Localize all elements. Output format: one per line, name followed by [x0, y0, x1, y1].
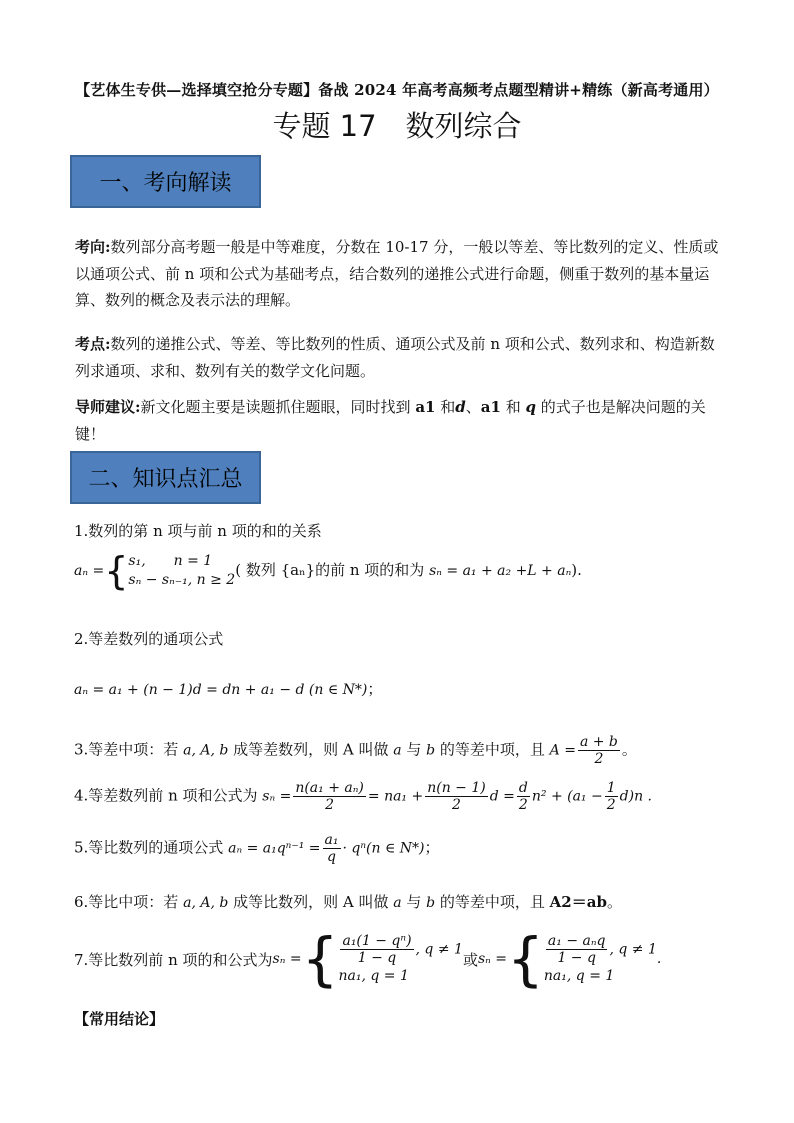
item-7-lhs: sₙ = [272, 951, 302, 967]
item-1-lhs: aₙ = [74, 563, 105, 579]
advice-text-b: 的式子也是解决问题的关键！ [75, 398, 706, 443]
item-6-text-c: 与 [401, 893, 427, 911]
item-6-math-1: a, A, b [183, 895, 229, 911]
item-5-fraction [323, 832, 341, 865]
item-4-f4-denominator: 2 [606, 797, 616, 813]
item-7-c1-numerator: a₁(1 − qⁿ) [342, 932, 412, 949]
item-5-text: 5.等比数列的通项公式 [74, 838, 229, 857]
item-6-bold: A2＝ab [549, 893, 607, 911]
item-7-cases-2 [544, 933, 657, 986]
item-4-line [74, 780, 652, 813]
advice-and-2: 和 [500, 398, 526, 416]
item-4-f3-denominator: 2 [518, 797, 528, 813]
item-3-denominator: 2 [594, 751, 604, 767]
item-4-f1-denominator: 2 [325, 797, 335, 813]
item-1-sum-formula: sₙ = a₁ + a₂ +L + aₙ [429, 563, 572, 579]
page-header: 【艺体生专供—选择填空抢分专题】备战 2024 年高考高频考点题型精讲+精练（新高考通用） [75, 81, 719, 99]
kaoxiang-label: 考向: [75, 238, 111, 256]
item-3-end: 。 [621, 740, 637, 759]
section-heading-2-label: 二、知识点汇总 [88, 467, 243, 492]
item-1-end: ). [571, 561, 582, 579]
advice-d: d [455, 398, 466, 416]
item-7-d-case-2: na₁, q = 1 [543, 967, 615, 984]
item-1-case-2: sₙ − sₙ₋₁, n ≥ 2 [128, 572, 236, 588]
item-4-fraction-4 [605, 780, 618, 813]
item-7-lhs-2: sₙ = [477, 951, 507, 967]
item-7-d1-condition: , q ≠ 1 [609, 941, 657, 957]
item-6-end: 。 [606, 893, 622, 911]
item-7-or: 或 [462, 950, 478, 969]
item-1-cases [128, 552, 235, 590]
item-1-formula [74, 549, 582, 593]
kaodian-label: 考点: [75, 335, 111, 353]
item-7-text: 7.等比数列前 n 项的和公式为 [74, 950, 273, 969]
item-6-text-a: 6.等比中项：若 [74, 893, 184, 911]
item-4-fraction-2 [425, 780, 488, 813]
item-7-d1-numerator: a₁ − aₙq [547, 932, 606, 949]
left-brace-icon: { [301, 925, 339, 993]
item-4-lhs: sₙ = [262, 788, 292, 805]
item-6-text-b: 成等比数列，则 A 叫做 [228, 893, 394, 911]
item-7-c1-denominator: 1 − q [357, 949, 397, 966]
item-4-fraction-3 [517, 780, 530, 813]
item-1-case-1: s₁, n = 1 [128, 553, 213, 569]
item-5-line [74, 832, 440, 865]
item-3-fraction [578, 734, 620, 767]
item-5-end: ； [424, 838, 440, 857]
advice-and-1: 和 [435, 398, 456, 416]
item-3-text-b: 成等差数列，则 A 叫做 [228, 740, 394, 759]
item-4-end: d)n . [619, 788, 652, 805]
item-2-end: ； [367, 680, 383, 698]
kaodian-text: 数列的递推公式、等差、等比数列的性质、通项公式及前 n 项和公式、数列求和、构造新数列求通项、求和、数列有关的数学文化问题。 [75, 335, 715, 380]
item-3-math-2: a [393, 742, 402, 759]
item-6-math-2: a [393, 895, 402, 911]
item-4-f1-numerator: n(a₁ + aₙ) [295, 780, 364, 796]
conclusion-heading: 【常用结论】 [74, 1010, 165, 1028]
advice-paragraph [75, 394, 725, 447]
item-6-line [74, 891, 622, 912]
item-7-case-1 [338, 933, 462, 966]
item-2-title: 2.等差数列的通项公式 [74, 630, 224, 648]
item-3-line [74, 734, 637, 767]
item-4-f3-numerator: d [518, 780, 528, 796]
kaoxiang-paragraph [75, 234, 725, 314]
item-3-math-3: b [426, 742, 436, 759]
item-2-formula-line [74, 678, 382, 699]
page-title: 专题 17 数列综合 [272, 109, 522, 143]
section-heading-1 [70, 155, 261, 208]
item-3-lhs: A = [549, 742, 576, 759]
advice-sep: 、 [465, 398, 481, 416]
item-3-text-c: 与 [401, 740, 427, 759]
item-4-text: 4.等差数列前 n 项和公式为 [74, 786, 263, 805]
item-7-d1-fraction [546, 933, 608, 966]
section-heading-2 [70, 451, 261, 504]
item-3-numerator: a + b [579, 734, 618, 750]
item-7-c1-fraction [340, 933, 413, 966]
item-6-math-3: b [426, 895, 436, 911]
item-7-case-2: na₁, q = 1 [338, 967, 409, 984]
item-5-denominator: q [327, 849, 336, 865]
item-4-f4-numerator: 1 [606, 780, 616, 796]
advice-q: q [525, 398, 536, 416]
advice-label: 导师建议: [75, 398, 141, 416]
advice-a1-second: a1 [480, 398, 501, 416]
item-4-f2-numerator: n(n − 1) [427, 780, 486, 796]
item-5-rest: · qⁿ(n ∈ N*) [342, 840, 425, 857]
item-1-title: 1.数列的第 n 项与前 n 项的和的关系 [74, 522, 322, 540]
item-7-cases [338, 933, 462, 986]
item-3-math-1: a, A, b [183, 742, 229, 759]
item-5-numerator: a₁ [324, 832, 339, 848]
item-1-text: ( 数列 {aₙ}的前 n 项的和为 [235, 561, 430, 579]
advice-text-a: 新文化题主要是读题抓住题眼，同时找到 [140, 398, 416, 416]
item-7-d1-denominator: 1 − q [557, 949, 596, 966]
item-6-text-d: 的等差中项，且 [435, 893, 550, 911]
item-7-d-case-1 [544, 933, 657, 966]
section-heading-1-label: 一、考向解读 [99, 171, 232, 196]
item-7-c1-condition: , q ≠ 1 [415, 941, 463, 957]
item-3-text-a: 3.等差中项：若 [74, 740, 184, 759]
item-5-lhs: aₙ = a₁qⁿ⁻¹ = [228, 840, 321, 857]
advice-a1-first: a1 [415, 398, 436, 416]
item-4-fraction-1 [293, 780, 366, 813]
item-7-end: . [656, 951, 662, 967]
kaodian-paragraph [75, 331, 725, 384]
left-brace-icon: { [104, 549, 129, 593]
kaoxiang-text: 数列部分高考题一般是中等难度，分数在 10-17 分，一般以等差、等比数列的定义、性质或以通项公式、前 n 项和公式为基础考点，结合数列的递推公式进行命题，侧重于数列的基本量运算、数列的概念及表示法的理解。 [75, 238, 719, 309]
item-3-text-d: 的等差中项，且 [435, 740, 550, 759]
item-4-mid-2: d = [489, 788, 515, 805]
left-brace-icon: { [507, 925, 544, 993]
item-4-mid: = na₁ + [367, 788, 424, 805]
item-7-line [74, 925, 662, 993]
item-4-f2-denominator: 2 [452, 797, 461, 813]
item-2-formula: aₙ = a₁ + (n − 1)d = dn + a₁ − d (n ∈ N*) [74, 682, 368, 698]
item-4-mid-3: n² + (a₁ − [531, 788, 603, 805]
